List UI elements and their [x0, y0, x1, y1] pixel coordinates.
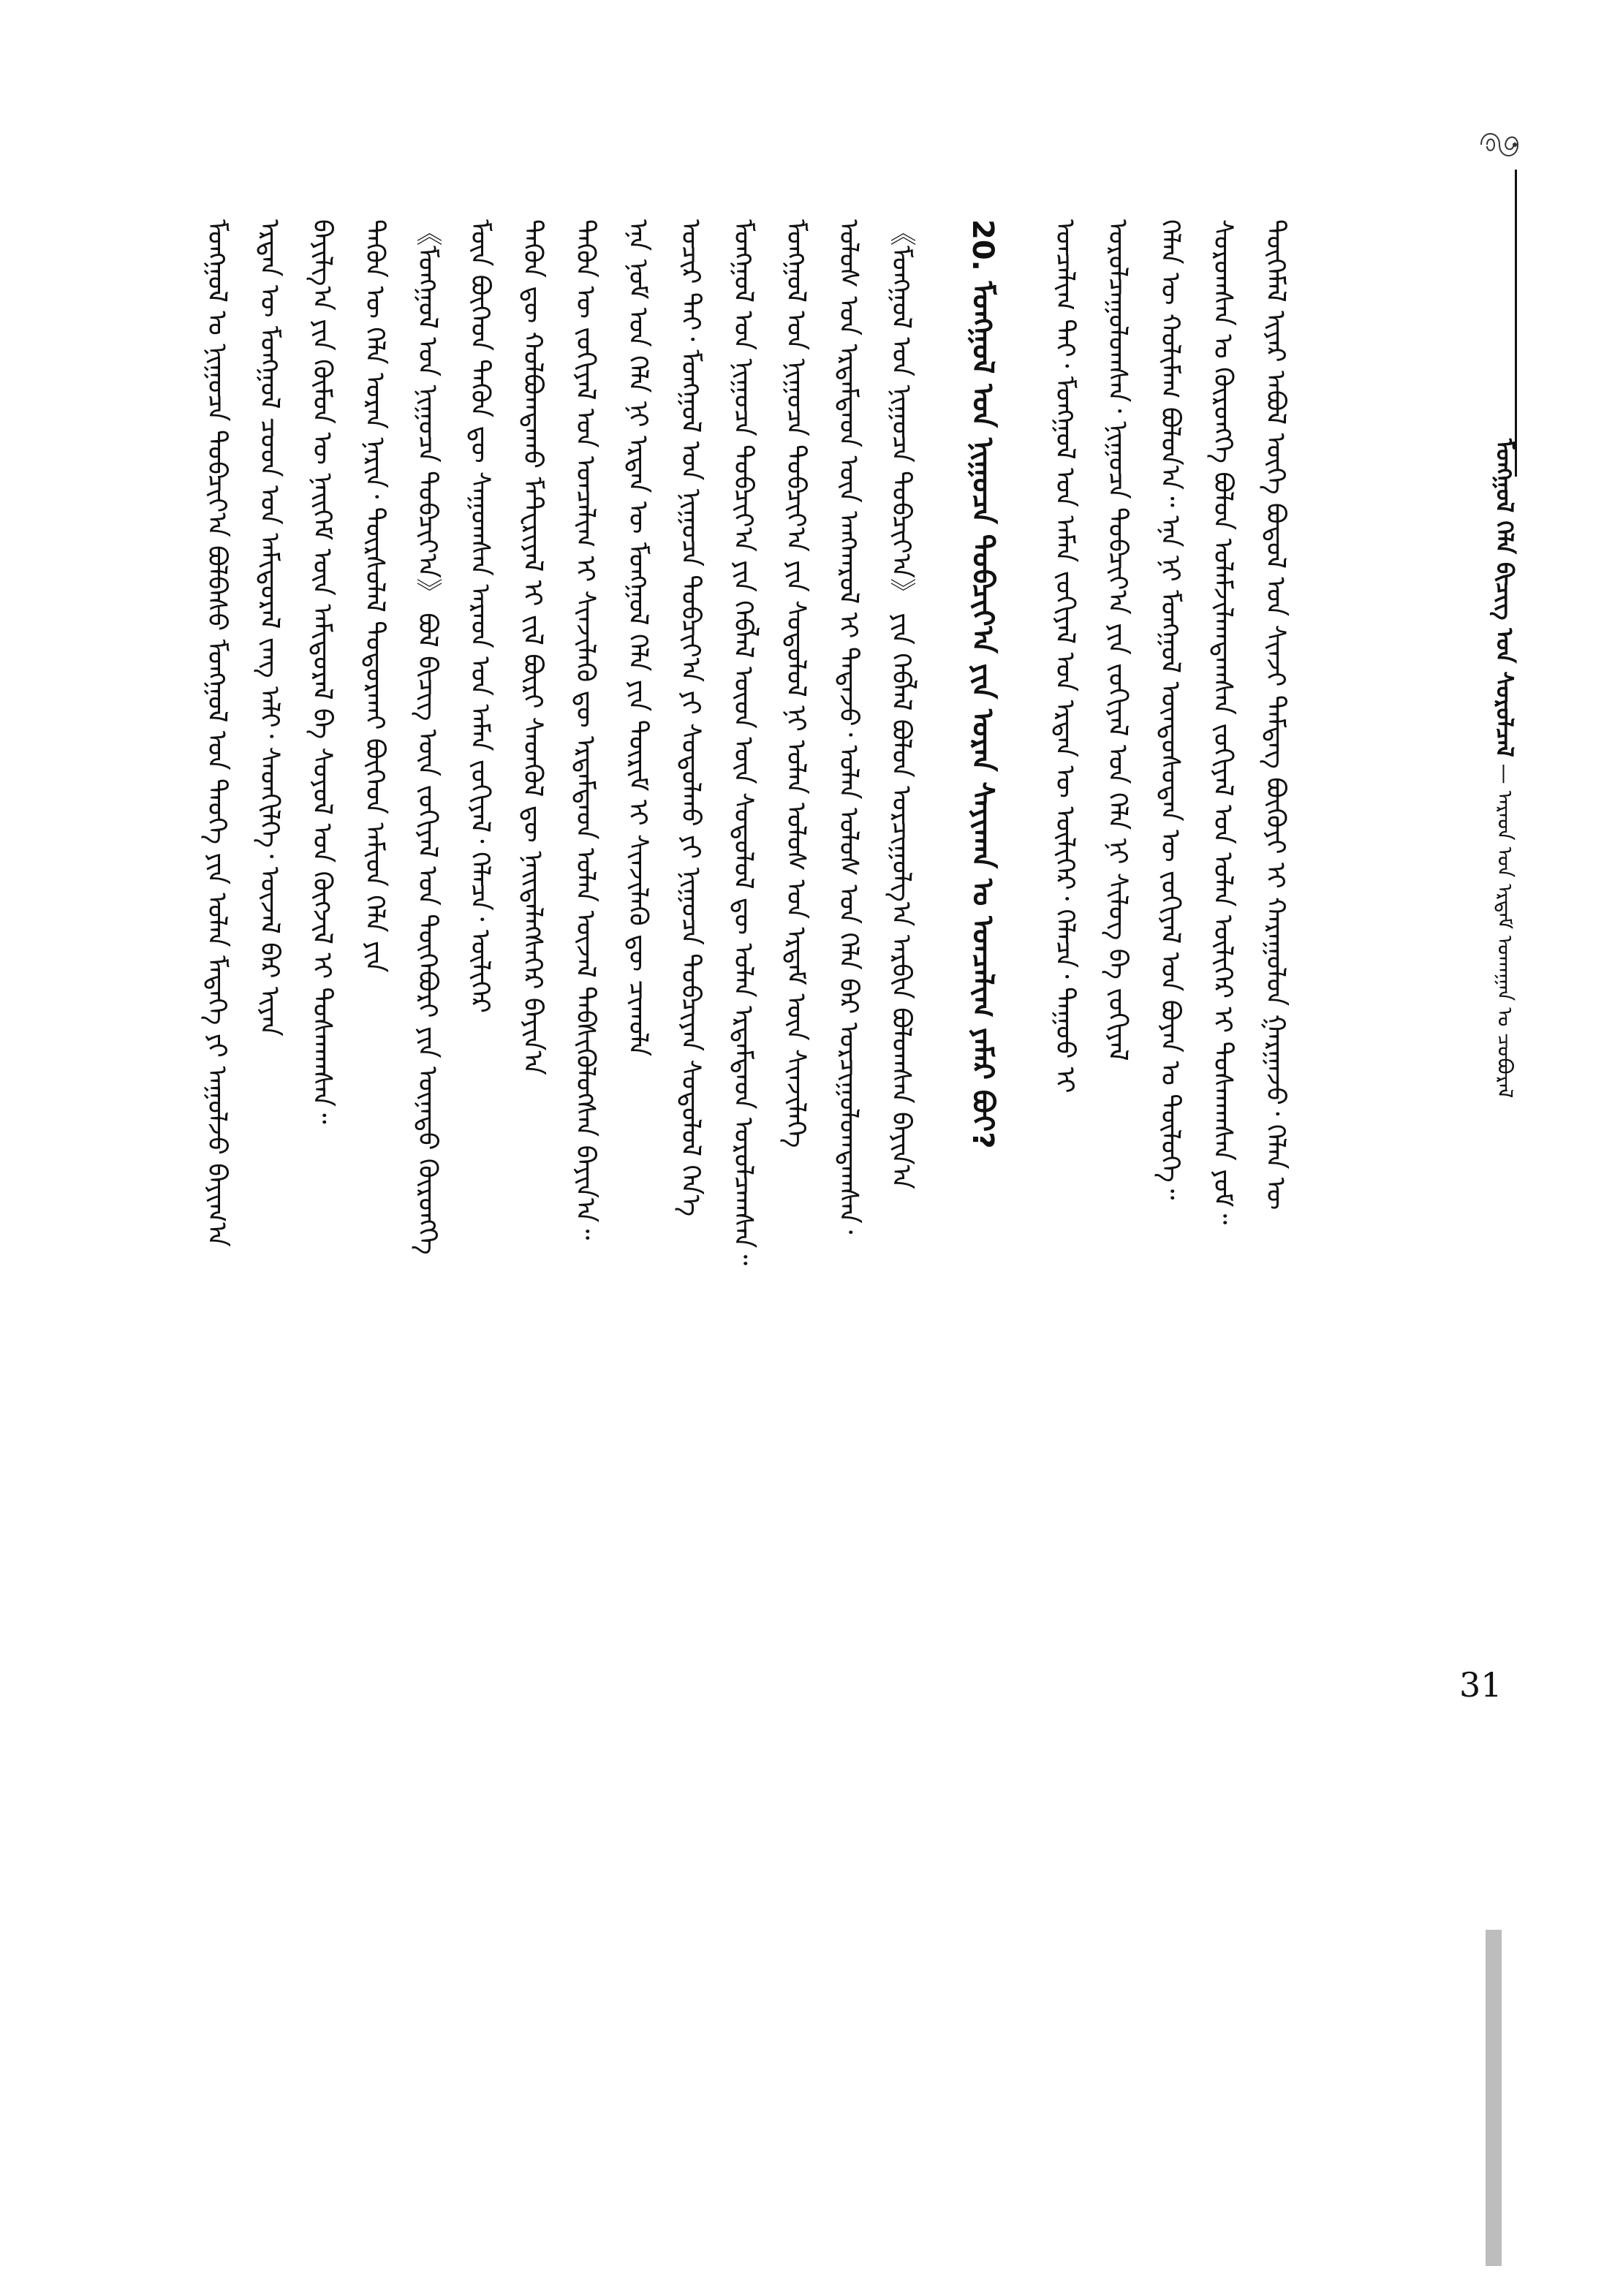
ornament-flourish-icon	[1474, 123, 1525, 167]
text-column: ᠮᠣᠩᠭᠣᠯ ᠤ ᠨᠢᠭᠤᠴᠠ ᠲᠣᠪᠴᠢᠶ᠎ᠠ ᠪᠣᠯᠪᠠᠰᠤ ᠮᠣᠩᠭᠣᠯ ᠤᠨ ᠲᠡᠦᠬᠡ ᠶᠢᠨ ᠣᠯᠠᠨ ᠮᠡᠳᠡᠭᠡ ᠶᠢ ᠠᠭᠤᠯᠵᠤ ᠪᠠᠶᠢᠭ᠎ᠠ	[202, 219, 232, 1247]
text-column: 《ᠮᠣᠩᠭᠣᠯ ᠤᠨ ᠨᠢᠭᠤᠴᠠ ᠲᠣᠪᠴᠢᠶ᠎ᠠ》 ᠪᠣᠯ ᠪᠢᠴᠢᠭ ᠦᠨ ᠵᠣᠬᠢᠶᠠᠯ ᠤᠨ ᠲᠦᠬᠡᠪᠦᠷᠢ ᠶᠢᠨ ᠦᠨᠡᠲᠦ ᠬᠥᠷᠥᠩᠭᠡ	[412, 219, 442, 1255]
text-column: ᠮᠥᠨ ᠪᠥᠭᠡᠳ ᠲᠡᠭᠦᠨ ᠳᠦ ᠰᠠᠭᠤᠭᠰᠠᠨ ᠠᠷᠠᠳ ᠤᠨ ᠠᠮᠠᠨ ᠵᠣᠬᠢᠶᠠᠯ᠂ ᠬᠡᠯᠡᠴᠡ᠂ ᠦᠯᠢᠭᠡᠷ	[465, 219, 495, 1013]
text-column: ᠤᠯᠤᠰ ᠤᠨ ᠡᠷᠳᠡᠮᠲᠡᠳ ᠦᠨ ᠠᠩᠬᠠᠷᠤᠯ ᠢ ᠲᠠᠲᠠᠵᠤ᠂ ᠣᠯᠠᠨ ᠤᠯᠤᠰ ᠤᠨ ᠬᠡᠯᠡ ᠪᠡᠷ ᠣᠷᠴᠢᠭᠤᠯᠤᠭᠳᠠᠭᠰᠠᠨ᠂	[833, 219, 863, 1235]
text-column: ᠲᠡᠭᠦᠨ ᠦ ᠬᠡᠯᠡ ᠤᠷᠠᠨ ᠨᠠᠷᠢᠨ᠂ ᠳᠦᠷᠰᠦᠯᠡᠯ ᠲᠣᠳᠤᠷᠬᠠᠢ ᠪᠥᠭᠡᠳ ᠠᠮᠢᠳ ᠬᠡᠯᠡ ᠶᠢᠨ	[360, 219, 390, 973]
header-title: ᠮᠣᠩᠭᠣᠯ ᠬᠡᠯᠡ ᠪᠢᠴᠢᠭ ᠤᠨ ᠰᠤᠷᠤᠯᠴᠠᠯ	[1491, 439, 1518, 757]
text-column	[1009, 219, 1038, 2003]
text-column: ᠣᠷᠣᠯᠴᠠᠭᠤᠯᠤᠭᠰᠠᠨ᠂ ᠨᠢᠭᠤᠴᠠ ᠲᠣᠪᠴᠢᠶ᠎ᠠ ᠶᠢᠨ ᠵᠣᠬᠢᠶᠠᠯ ᠤᠨ ᠬᠡᠯᠡ ᠨᠢ ᠰᠢᠯᠦᠭ ᠪᠠ ᠵᠣᠬᠢᠶᠠᠯ	[1102, 219, 1132, 1061]
text-column: ᠲᠡᠭᠦᠨ ᠳᠦ ᠬᠣᠯᠪᠣᠭᠳᠠᠬᠤ ᠮᠠᠲᠧᠷᠢᠶᠠᠯ ᠢ ᠵᠢᠯ ᠪᠦᠷᠢ ᠰᠡᠳᠭᠦᠯ ᠳᠦ ᠨᠡᠢᠲᠡᠯᠡᠭᠰᠡᠭᠡᠷ ᠪᠠᠶᠢᠨ᠎ᠠ	[518, 219, 548, 1075]
text-column: ᠮᠣᠩᠭᠣᠯ ᠤᠨ ᠨᠢᠭᠤᠴᠠ ᠲᠣᠪᠴᠢᠶ᠎ᠠ ᠶᠢᠨ ᠰᠤᠳᠤᠯᠤᠯ ᠨᠢ ᠣᠯᠠᠨ ᠤᠯᠤᠰ ᠤᠨ ᠡᠷᠳᠡᠮ ᠦᠨ ᠰᠢᠨᠵᠢᠯᠡᠭᠡ	[781, 219, 811, 1148]
text-column: ᠬᠡᠯᠡᠨ ᠦ ᠬᠣᠯᠢᠮᠠᠭ ᠪᠣᠯᠤᠨ᠎ᠠ᠃ ᠡᠨᠡ ᠨᠢ ᠮᠣᠩᠭᠣᠯ ᠦᠨᠳᠦᠰᠦᠲᠡᠨ ᠦ ᠵᠣᠬᠢᠶᠠᠯ ᠤᠨ ᠪᠣᠶᠠᠨ ᠤ ᠲᠥᠯᠦᠭᠡ᠃	[1155, 219, 1185, 1200]
text-column: ᠤᠴᠢᠷ ᠲᠠᠢ᠂ ᠮᠣᠩᠭᠣᠯ ᠤᠨ ᠨᠢᠭᠤᠴᠠ ᠲᠣᠪᠴᠢᠶ᠎ᠠ ᠶᠢ ᠰᠤᠳᠤᠯᠬᠤ ᠶᠢ ᠨᠢᠭᠤᠴᠠ ᠲᠣᠪᠴᠢᠶᠠᠨ ᠰᠤᠳᠤᠯᠤᠯ ᠭᠡᠨ᠎ᠡ	[676, 219, 705, 1217]
page-number: 31	[1459, 1665, 1502, 1705]
body-text	[190, 219, 1418, 2003]
text-column: ᠲᠡᠭᠦᠨ ᠦ ᠵᠣᠬᠢᠶᠠᠯ ᠤᠨ ᠣᠨᠴᠠᠯᠢᠭ ᠢ ᠰᠢᠨᠵᠢᠯᠡᠬᠦ ᠳᠦ ᠡᠷᠳᠡᠮᠲᠡᠳ ᠣᠯᠠᠨ ᠦᠵᠡᠯ ᠳᠡᠪᠰᠢᠭᠦᠯᠦᠭᠰᠡᠨ ᠪᠠᠶᠢᠨ᠎ᠠ᠃	[570, 219, 600, 1240]
text-column: ᠲᠦᠭᠡᠮᠡᠯ ᠢᠶᠡᠷ ᠠᠪᠤᠯ ᠦᠭᠡ ᠪᠣᠳᠣᠯ ᠤᠨ ᠰᠢᠨᠵᠢ ᠲᠡᠮᠳᠡᠭ ᠪᠦᠬᠦᠶᠢ ᠢ ᠬᠠᠷᠠᠭᠤᠯᠤᠨ ᠭᠠᠷᠭᠠᠵᠤ᠂ ᠬᠡᠯᠡᠨ ᠦ	[1260, 219, 1290, 1210]
header-subtitle: — ᠠᠷᠠᠳ ᠤᠨ ᠡᠷᠳᠡᠮ ᠤᠬᠠᠭᠠᠨ ᠤ ᠴᠤᠪᠤᠷᠠᠯ	[1493, 763, 1517, 1099]
text-column: 《ᠮᠣᠩᠭᠣᠯ ᠤᠨ ᠨᠢᠭᠤᠴᠠ ᠲᠣᠪᠴᠢᠶ᠎ᠠ》 ᠶᠢᠨ ᠬᠡᠪᠯᠡᠯ ᠪᠣᠯᠣᠨ ᠣᠷᠴᠢᠭᠤᠯᠭ᠎ᠠ ᠠᠷᠪᠢᠨ ᠪᠣᠯᠤᠭᠰᠠᠨ ᠪᠠᠶᠢᠨ᠎ᠠ	[886, 219, 916, 1189]
text-column	[927, 219, 956, 2003]
text-column: ᠪᠠᠶᠢᠯᠭ᠎ᠠ ᠶᠢᠨ ᠬᠦᠮᠦᠨ ᠦ ᠨᠡᠢᠭᠡᠮ ᠦᠨ ᠠᠮᠢᠳᠤᠷᠠᠯ ᠪᠠ ᠰᠣᠶᠣᠯ ᠤᠨ ᠬᠥᠭᠵᠢᠯ ᠢ ᠲᠤᠰᠬᠠᠭᠰᠠᠨ᠃	[307, 219, 337, 1124]
page-edge-tab	[1486, 1930, 1502, 2266]
header-rule	[1515, 170, 1517, 477]
text-column: ᠮᠣᠩᠭᠣᠯ ᠤᠨ ᠨᠢᠭᠤᠴᠠ ᠲᠣᠪᠴᠢᠶ᠎ᠠ ᠶᠢᠨ ᠬᠡᠪᠯᠡᠯ ᠦᠳ ᠦᠨ ᠰᠤᠳᠤᠯᠤᠯ ᠳᠦ ᠣᠯᠠᠨ ᠡᠷᠳᠡᠮᠲᠡᠳ ᠣᠷᠣᠯᠴᠠᠭᠰᠠᠨ᠃	[728, 219, 758, 1266]
text-column: ᠣᠨᠴᠠᠯᠢᠭ ᠲᠠᠢ᠂ ᠮᠣᠩᠭᠣᠯ ᠤᠨ ᠠᠮᠠᠨ ᠵᠣᠬᠢᠶᠠᠯ ᠤᠨ ᠡᠷᠲᠡᠨ ᠦ ᠦᠯᠢᠭᠡᠷ᠂ ᠬᠡᠯᠡᠴᠡ᠂ ᠳᠠᠭᠤᠤ ᠢ	[1050, 219, 1080, 1094]
text-column: ᠡᠨᠡ ᠨᠣᠮ ᠤᠨ ᠬᠡᠯᠡ ᠨᠢ ᠡᠷᠲᠡᠨ ᠦ ᠮᠣᠩᠭᠣᠯ ᠬᠡᠯᠡ ᠶᠢᠨ ᠳᠦᠷᠢᠮ ᠢ ᠰᠢᠨᠵᠢᠯᠡᠬᠦ ᠳᠦ ᠴᠢᠬᠤᠯᠠ	[623, 219, 653, 1057]
text-column: ᠡᠷᠲᠡᠨ ᠦ ᠮᠣᠩᠭᠣᠯ ᠴᠤᠳ ᠤᠨ ᠠᠮᠢᠳᠤᠷᠠᠯ ᠵᠠᠩ ᠠᠯᠢ᠂ ᠰᠡᠳᠭᠢᠯᠭᠡ᠂ ᠦᠵᠡᠯ ᠪᠠᠷ ᠢᠶᠠᠨ	[254, 219, 284, 1037]
header-text	[1490, 439, 1519, 1098]
section-heading: 20. ᠮᠣᠩᠭᠣᠯ ᠤᠨ ᠨᠢᠭᠤᠴᠠ ᠲᠣᠪᠴᠢᠶ᠎ᠠ ᠶᠢᠨ ᠤᠷᠠᠨ ᠰᠠᠶᠢᠬᠠᠨ ᠤ ᠣᠨᠴᠠᠯᠢᠭ ᠶᠠᠮᠠᠷ ᠪᠤᠢ?	[966, 219, 999, 1149]
text-column: ᠰᠤᠷᠤᠭᠰᠠᠨ ᠤ ᠬᠥᠷᠥᠩᠭᠡ ᠪᠣᠯᠤᠨ ᠤᠯᠠᠮᠵᠢᠯᠠᠭᠳᠠᠭᠰᠠᠨ ᠵᠣᠬᠢᠶᠠᠯ ᠤᠨ ᠣᠯᠠᠨ ᠦᠯᠢᠭᠡᠷ ᠢ ᠲᠤᠰᠬᠠᠭᠰᠠᠨ ᠶᠤᠮ᠃	[1208, 219, 1238, 1225]
